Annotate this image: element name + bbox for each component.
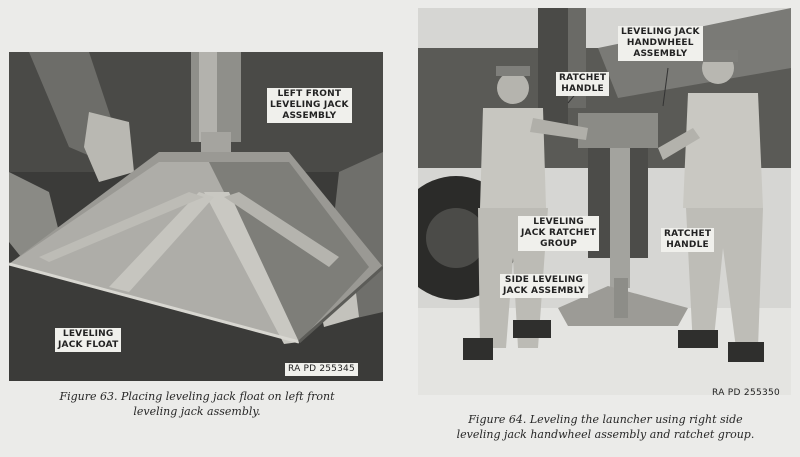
label-side-leveling-jack-assembly: SIDE LEVELING JACK ASSEMBLY [500,274,588,298]
figure-64-caption [418,412,793,442]
figure-64-photo [418,8,791,395]
label-leveling-jack-handwheel-assembly: LEVELING JACK HANDWHEEL ASSEMBLY [618,26,703,61]
label-leveling-jack-float: LEVELING JACK FLOAT [55,328,121,352]
caption-line: Figure 63. Placing leveling jack float on left front [59,390,335,403]
launcher-leveling-photo-illustration [418,8,791,395]
label-leveling-jack-ratchet-group: LEVELING JACK RATCHET GROUP [518,216,599,251]
label-ratchet-handle-top: RATCHET HANDLE [556,72,609,96]
label-left-front-leveling-jack-assembly: LEFT FRONT LEVELING JACK ASSEMBLY [267,88,352,123]
figure-63-photo [9,52,383,381]
figure-63-caption [12,389,382,419]
ra-number-right: RA PD 255350 [712,388,781,398]
caption-line: Figure 64. Leveling the launcher using right side [468,413,743,426]
caption-line: leveling jack assembly. [133,405,261,418]
caption-line: leveling jack handwheel assembly and ratchet group. [456,428,755,441]
label-ratchet-handle-right: RATCHET HANDLE [661,228,714,252]
ra-number-left: RA PD 255345 [285,363,358,376]
